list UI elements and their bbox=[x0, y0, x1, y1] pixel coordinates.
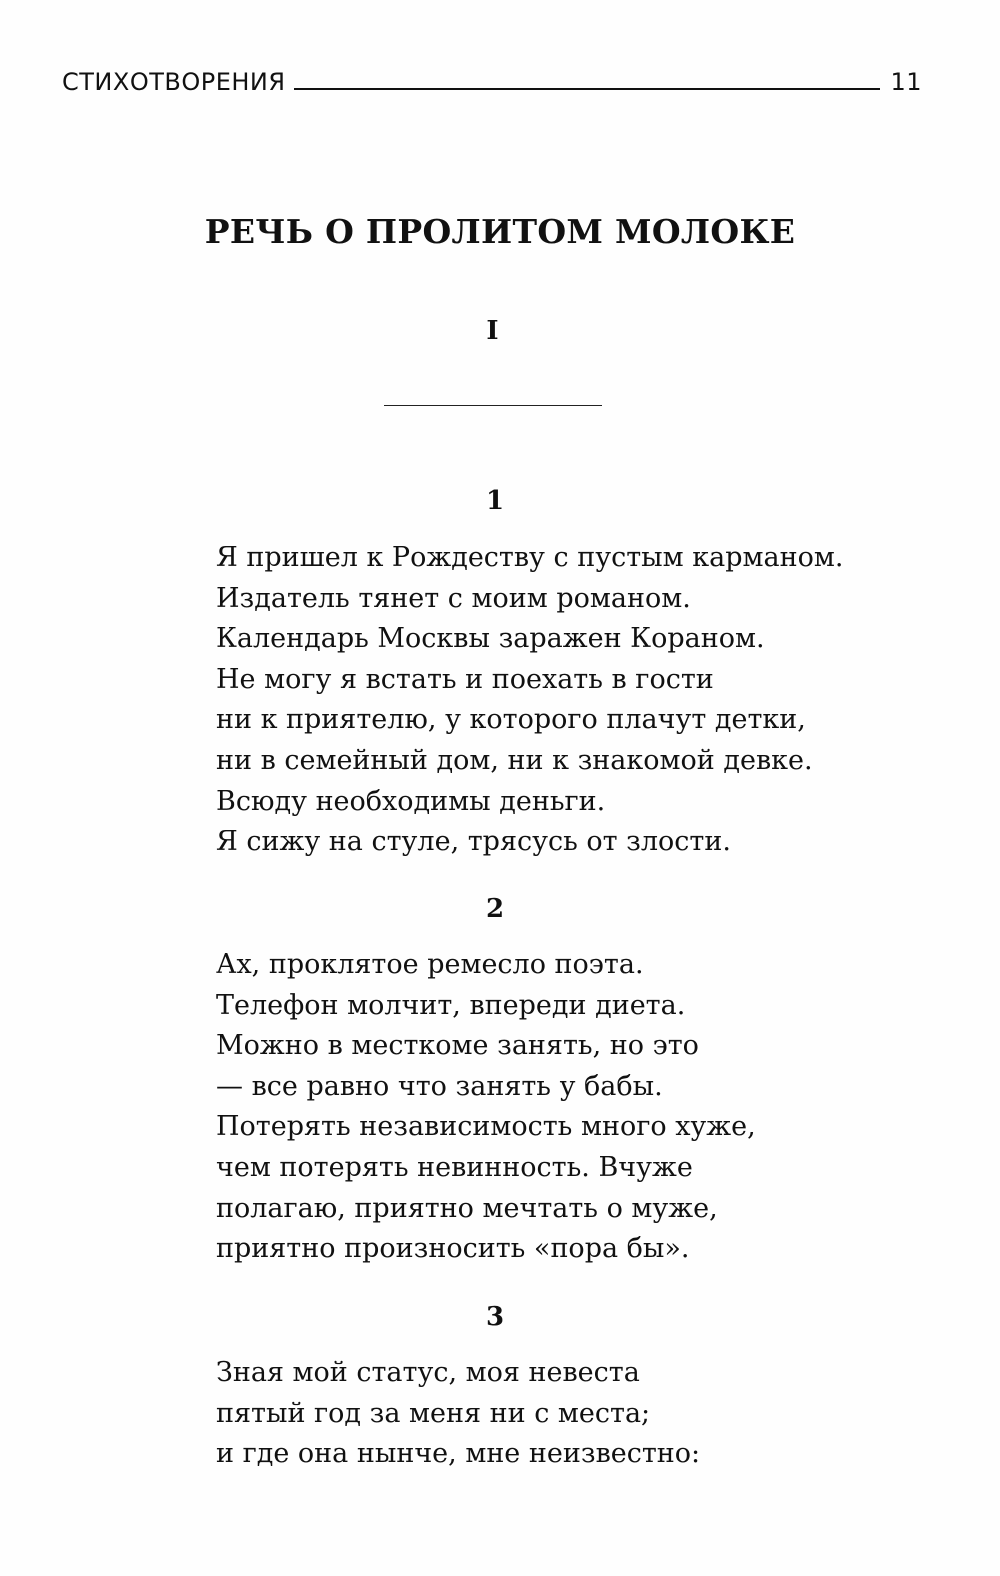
verse-line: Ах, проклятое ремесло поэта. bbox=[216, 949, 644, 980]
verse-line: и где она нынче, мне неизвестно: bbox=[216, 1438, 701, 1470]
running-head bbox=[62, 62, 922, 96]
part-numeral: I bbox=[486, 316, 499, 346]
verse-line: — все равно что занять у бабы. bbox=[216, 1070, 663, 1102]
verse-line: ни в семейный дом, ни к знакомой девке. bbox=[216, 744, 813, 776]
running-head-title: СТИХОТВОРЕНИЯ bbox=[62, 68, 286, 96]
verse-line: приятно произносить «пора бы». bbox=[216, 1233, 690, 1265]
section-number-2: 2 bbox=[485, 894, 505, 924]
stanza-2 bbox=[216, 945, 756, 1270]
stanza-1 bbox=[216, 538, 843, 863]
poem-title: РЕЧЬ О ПРОЛИТОМ МОЛОКЕ bbox=[204, 212, 796, 251]
verse-line: Календарь Москвы заражен Кораном. bbox=[216, 623, 765, 655]
page-number: 11 bbox=[890, 68, 922, 96]
verse-line: пятый год за меня ни с места; bbox=[216, 1397, 651, 1429]
verse-line: Всюду необходимы деньги. bbox=[216, 785, 606, 817]
verse-line: Не могу я встать и поехать в гости bbox=[216, 663, 714, 695]
verse-line: Я сижу на стуле, трясусь от злости. bbox=[216, 826, 731, 858]
part-divider-rule bbox=[384, 405, 602, 406]
verse-line: Зная мой статус, моя невеста bbox=[216, 1357, 640, 1388]
verse-line: Можно в месткоме занять, но это bbox=[216, 1030, 699, 1062]
stanza-3 bbox=[216, 1353, 700, 1475]
verse-line: Я пришел к Рождеству с пустым карманом. bbox=[216, 542, 844, 573]
section-number-3: 3 bbox=[485, 1302, 505, 1332]
running-head-rule bbox=[294, 88, 881, 90]
verse-line: Издатель тянет с моим романом. bbox=[216, 582, 691, 614]
verse-line: полагаю, приятно мечтать о муже, bbox=[216, 1192, 718, 1224]
verse-line: ни к приятелю, у которого плачут детки, bbox=[216, 704, 806, 736]
verse-line: Телефон молчит, впереди диета. bbox=[216, 989, 686, 1021]
verse-line: Потерять независимость много хуже, bbox=[216, 1111, 756, 1143]
section-number-1: 1 bbox=[485, 486, 505, 516]
verse-line: чем потерять невинность. Вчуже bbox=[216, 1151, 693, 1183]
